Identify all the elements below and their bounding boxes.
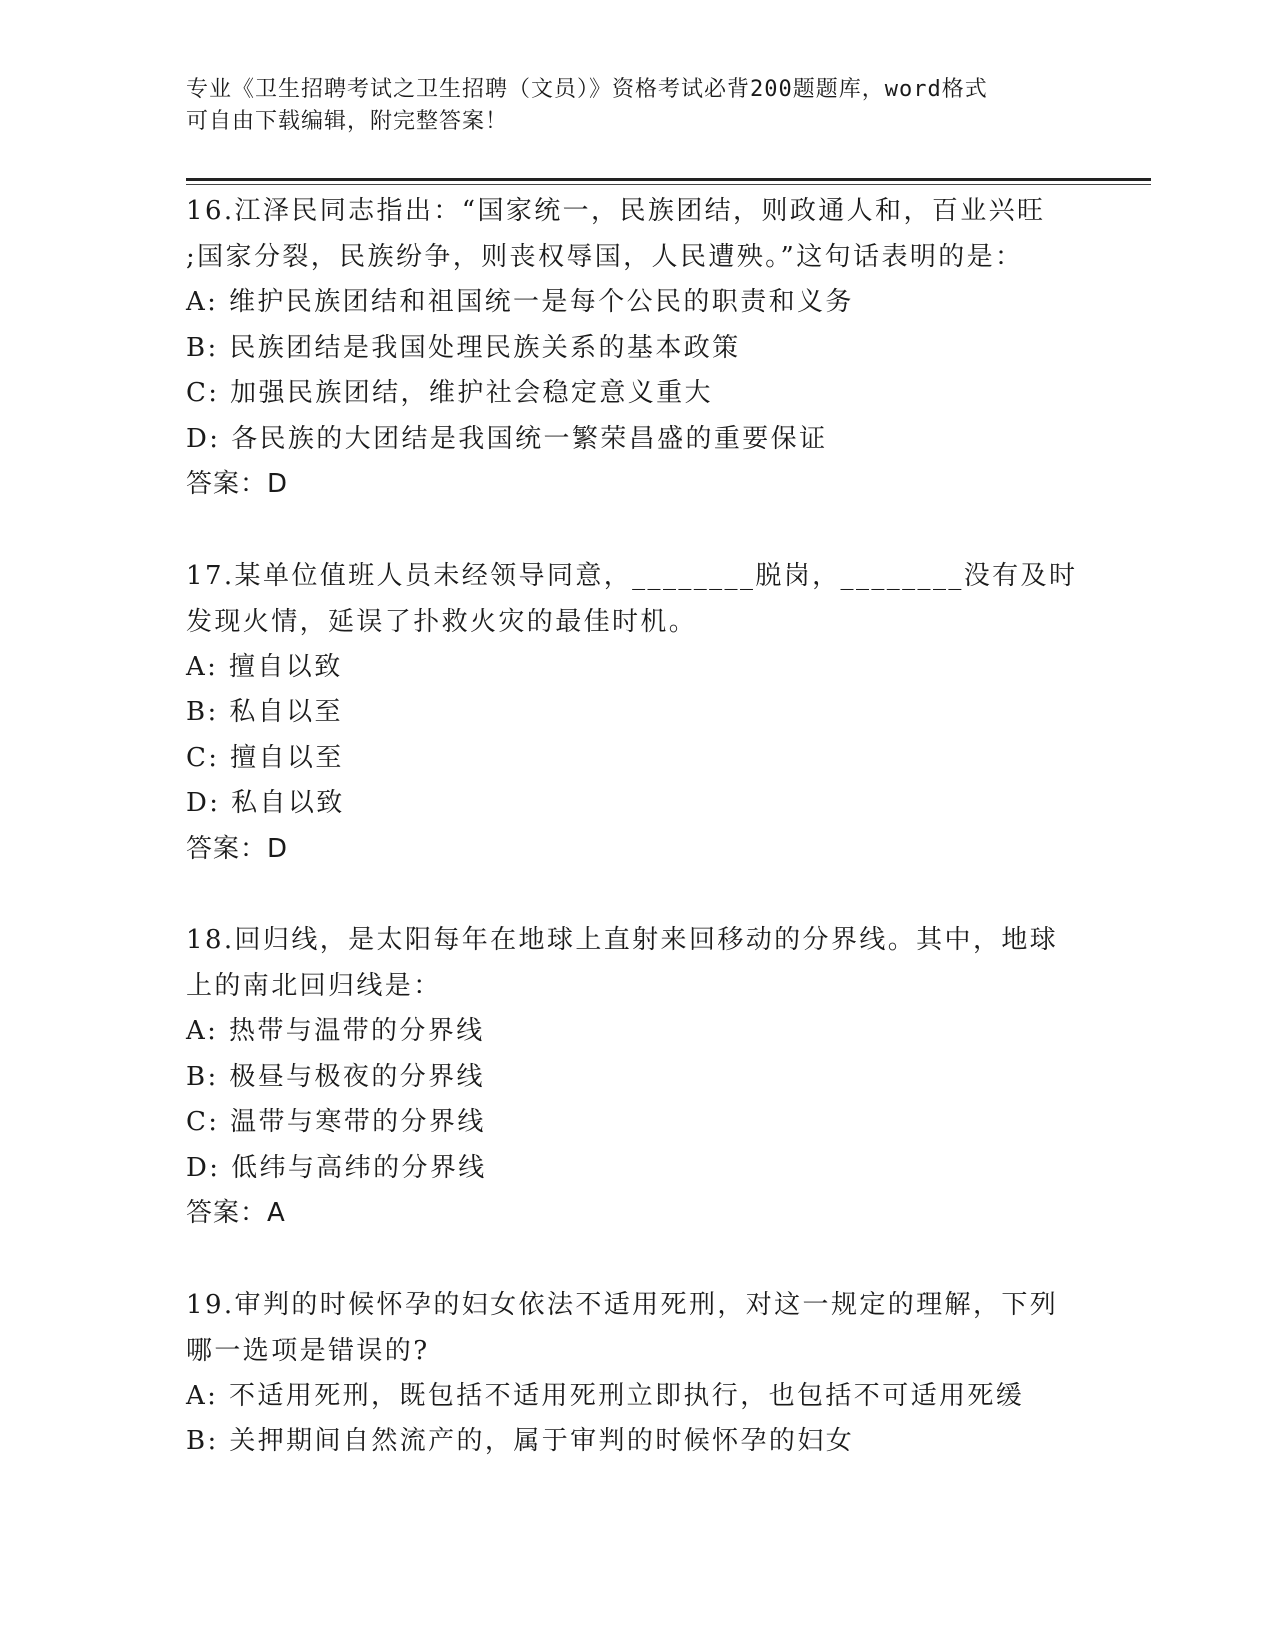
option-c: C: 擅自以至	[186, 742, 344, 773]
question-stem	[186, 917, 1086, 1009]
option-a: A: 擅自以致	[186, 651, 343, 682]
option-b: B: 民族团结是我国处理民族关系的基本政策	[186, 332, 741, 363]
answer-label: 答案：D	[186, 469, 289, 499]
question-19	[186, 1282, 1086, 1465]
option-d: D: 低纬与高纬的分界线	[186, 1152, 487, 1183]
question-list	[186, 188, 1086, 1510]
question-stem-line: 16.江泽民同志指出：“国家统一，民族团结，则政通人和，百业兴旺	[186, 196, 1046, 226]
question-stem-line: 哪一选项是错误的?	[186, 1335, 430, 1366]
option-b: B: 私自以至	[186, 697, 343, 727]
question-18	[186, 917, 1086, 1237]
header-divider-thin	[186, 184, 1151, 185]
question-stem-line: 发现火情，延误了扑救火灾的最佳时机。	[186, 606, 698, 637]
question-stem-line: 17.某单位值班人员未经领导同意，________脱岗，________没有及时	[186, 560, 1078, 591]
option-a: A: 不适用死刑，既包括不适用死刑立即执行，也包括不可适用死缓	[186, 1380, 1025, 1411]
option-c: C: 加强民族团结，维护社会稳定意义重大	[186, 378, 713, 408]
answer-label: 答案：D	[186, 833, 289, 864]
question-17	[186, 553, 1086, 873]
option-c: C: 温带与寒带的分界线	[186, 1107, 486, 1137]
option-d: D: 私自以致	[186, 788, 345, 818]
header-line-1: 专业《卫生招聘考试之卫生招聘（文员）》资格考试必背200题题库，word格式	[186, 77, 988, 102]
question-stem	[186, 188, 1086, 280]
option-b: B: 关押期间自然流产的，属于审判的时候怀孕的妇女	[186, 1426, 855, 1456]
question-stem	[186, 553, 1086, 645]
question-stem-line: 18.回归线，是太阳每年在地球上直射来回移动的分界线。其中，地球	[186, 925, 1059, 955]
option-d: D: 各民族的大团结是我国统一繁荣昌盛的重要保证	[186, 423, 828, 454]
document-header	[186, 74, 1086, 138]
option-a: A: 热带与温带的分界线	[186, 1016, 485, 1046]
answer-label: 答案：A	[186, 1198, 286, 1228]
option-b: B: 极昼与极夜的分界线	[186, 1061, 485, 1092]
option-a: A: 维护民族团结和祖国统一是每个公民的职责和义务	[186, 287, 854, 317]
header-line-2: 可自由下载编辑，附完整答案！	[186, 109, 509, 134]
header-divider-thick	[186, 178, 1151, 181]
question-stem-line: 上的南北回归线是：	[186, 971, 442, 1001]
question-stem-line: 19.审判的时候怀孕的妇女依法不适用死刑，对这一规定的理解，下列	[186, 1289, 1059, 1320]
question-stem	[186, 1282, 1086, 1374]
question-16	[186, 188, 1086, 508]
question-stem-line: ;国家分裂，民族纷争，则丧权辱国，人民遭殃。”这句话表明的是：	[186, 242, 1024, 272]
